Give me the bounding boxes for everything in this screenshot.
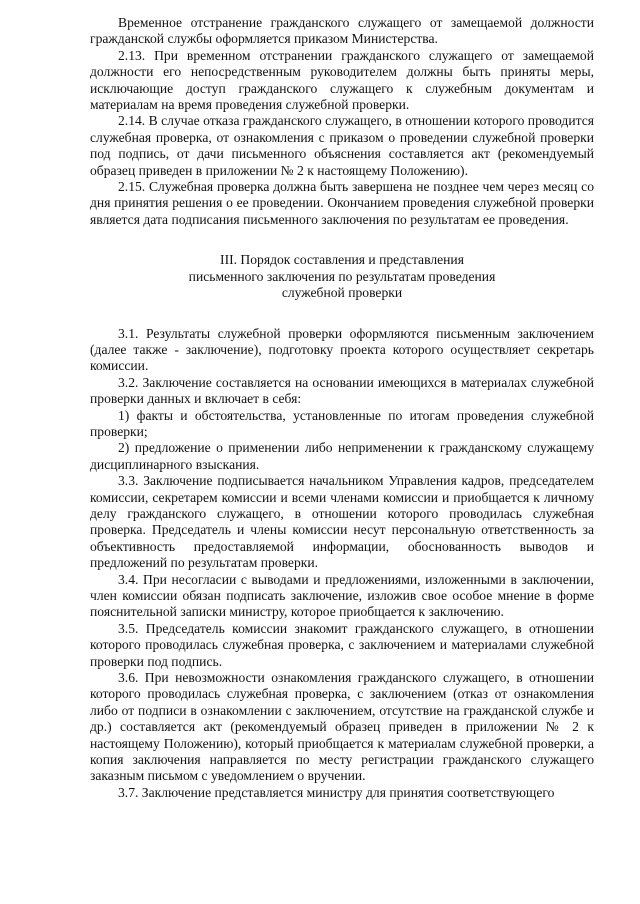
- paragraph-3-2-item-2: 2) предложение о применении либо неприменении к гражданскому служащему дисциплинарного взыскания.: [90, 440, 594, 472]
- paragraph-3-1: 3.1. Результаты служебной проверки оформляются письменным заключением (далее также - заключение), подготовку проекта которого осуществляет секретарь комиссии.: [90, 325, 594, 374]
- section-heading-line-3: служебной проверки: [281, 285, 403, 301]
- paragraph-3-2-item-1: 1) факты и обстоятельства, установленные по итогам проведения служебной проверки;: [90, 407, 594, 439]
- paragraph-2-13: 2.13. При временном отстранении гражданского служащего от замещаемой должности его непосредственным руководителем должны быть приняты меры, исключающие доступ гражданского служащего к служебным документам и материалам на время проведения служебной проверки.: [90, 47, 594, 113]
- paragraph-2-15: 2.15. Служебная проверка должна быть завершена не позднее чем через месяц со дня принятия решения о ее проведении. Окончанием проведения служебной проверки является дата подписания письменного заключения по результатам ее проведения.: [90, 179, 594, 227]
- section-heading-line-1: III. Порядок составления и представления: [220, 252, 464, 268]
- paragraph-3-5: 3.5. Председатель комиссии знакомит гражданского служащего, в отношении которого проводилась служебная проверка, с заключением и материалами служебной проверки под подпись.: [90, 620, 594, 669]
- paragraph-3-7: 3.7. Заключение представляется министру для принятия соответствующего: [118, 784, 555, 800]
- paragraph-3-3: 3.3. Заключение подписывается начальником Управления кадров, председателем комиссии, секретарем комиссии и всеми членами комиссии и приобщается к личному делу гражданского служащего, в отношении которого проводилась служебная проверка. Председатель и члены комиссии несут персональную ответственность за объективность предоставляемой информации, обоснованность выводов и предложений по результатам проверки.: [90, 473, 594, 571]
- paragraph-2-14: 2.14. В случае отказа гражданского служащего, в отношении которого проводится служебная проверка, от ознакомления с приказом о проведении служебной проверки под подпись, от дачи письменного объяснения составляется акт (рекомендуемый образец приведен в приложении № 2 к настоящему Положению).: [90, 113, 594, 178]
- paragraph-3-4: 3.4. При несогласии с выводами и предложениями, изложенными в заключении, член комиссии обязан подписать заключение, изложив свое особое мнение в форме пояснительной записки министру, которое приобщается к заключению.: [90, 571, 594, 620]
- document-page: [90, 15, 594, 801]
- paragraph-3-6: 3.6. При невозможности ознакомления гражданского служащего, в отношении которого проводилась служебная проверка, с заключением (отказ от ознакомления либо от подписи в ознакомлении с заключением, отсутствие на гражданской службе и др.) составляется акт (рекомендуемый образец приведен в приложении № 2 к настоящему Положению), который приобщается к материалам служебной проверки, а копия заключения направляется по месту регистрации гражданского служащего заказным письмом с уведомлением о вручении.: [90, 670, 594, 784]
- paragraph-suspension-order: Временное отстранение гражданского служащего от замещаемой должности гражданской службы оформляется приказом Министерства.: [90, 15, 594, 47]
- paragraph-3-2: 3.2. Заключение составляется на основании имеющихся в материалах служебной проверки данных и включает в себя:: [90, 374, 594, 407]
- section-heading-line-2: письменного заключения по результатам проведения: [188, 268, 496, 284]
- section-heading-iii: [90, 252, 594, 301]
